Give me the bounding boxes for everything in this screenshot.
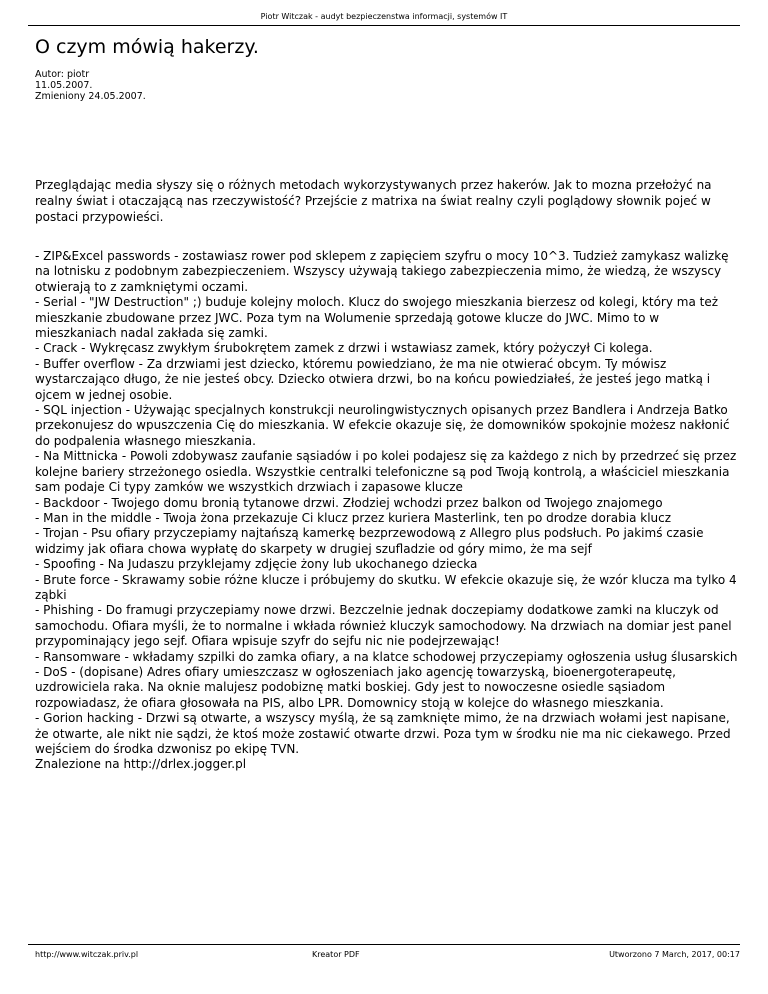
glossary-item: - Backdoor - Twojego domu bronią tytanowe drzwi. Złodziej wchodzi przez balkon od Twojego znajomego [35,495,663,510]
glossary-item: - Spoofing - Na Judaszu przyklejamy zdjęcie żony lub ukochanego dziecka [35,557,478,572]
glossary-item: - Ransomware - wkładamy szpilki do zamka ofiary, a na klatce schodowej przyczepiamy ogłoszenia usług ślusarskich [35,649,738,664]
article-intro: Przeglądając media słyszy się o różnych metodach wykorzystywanych przez hakerów. Jak to mozna przełożyć na realny świat i otaczającą nas rzeczywistość? Przejście z matrixa na świat realny czyli poglądowy słownik pojeć w postaci przypowieści. [35,178,712,224]
glossary-item: - Gorion hacking - Drzwi są otwarte, a wszyscy myślą, że są zamknięte mimo, że na drzwiach wołami jest napisane, że otwarte, ale nikt nie sądzi, że ktoś może zostawić otwarte drzwi. Poza tym w środku nie ma nic ciekawego. Przed wejściem do środka dzwonisz po ekipę TVN. [35,711,731,756]
glossary-item: - Man in the middle - Twoja żona przekazuje Ci klucz przez kuriera Masterlink, ten po drodze dorabia klucz [35,510,672,525]
footer-generator: Kreator PDF [312,950,360,959]
modified-date: Zmieniony 24.05.2007. [35,91,146,102]
article-title: O czym mówią hakerzy. [35,36,259,58]
glossary-item: - Phishing - Do framugi przyczepiamy nowe drzwi. Bezczelnie jednak doczepiamy dodatkowe zamki na kluczyk od samochodu. Ofiara myśli, że to normalne i wkłada również kluczyk samochodowy. Na drzwiach na domiar jest panel przypominający jego sejf. Ofiara wpisuje szyfr do sejfu nic nie podejrzewając! [35,603,732,649]
source-line: Znalezione na http://drlex.jogger.pl [35,757,247,772]
glossary-item: - DoS - (dopisane) Adres ofiary umieszczasz w ogłoszeniach jako agencję towarzyską, bioenergoterapeutę, uzdrowiciela raka. Na oknie malujesz podobiznę matki boskiej. Gdy jest to nowoczesne osiedle sąsiadom rozpowiadasz, że ofiara głosowała na PIS, albo LPR. Domownicy stoją w kolejce do własnego mieszkania. [35,664,676,710]
author-line: Autor: piotr [35,69,90,80]
footer-created: Utworzono 7 March, 2017, 00:17 [609,950,740,959]
glossary-item: - ZIP&Excel passwords - zostawiasz rower pod sklepem z zapięciem szyfru o mocy 10^3. Tudzież zamykasz walizkę na lotnisku z podobnym zabezpieczeniem. Wszyscy używają takiego zabezpieczenia mimo, że wiedzą, że wszyscy otwierają to z zamkniętymi oczami. [35,249,729,294]
glossary-item: - Buffer overflow - Za drzwiami jest dziecko, któremu powiedziano, że ma nie otwierać obcym. Ty mówisz wystarczająco długo, że nie jesteś obcy. Dziecko otwiera drzwi, bo na końcu powiedziałeś, że jesteś jego matką i ojcem w jednej osobie. [35,356,711,402]
glossary-item: - Brute force - Skrawamy sobie różne klucze i próbujemy do skutku. W efekcie okazuje się, że wzór klucza ma tylko 4 ząbki [35,572,737,602]
footer-url[interactable]: http://www.witczak.priv.pl [35,950,139,959]
publish-date: 11.05.2007. [35,80,93,91]
glossary-item: - Trojan - Psu ofiary przyczepiamy najtańszą kamerkę bezprzewodową z Allegro plus podsłuch. Po jakimś czasie widzimy jak ofiara chowa wypłatę do skarpety w drugiej szufladzie od góry mimo, że ma sejf [35,526,704,556]
header-divider [28,25,740,26]
glossary-list [35,249,740,773]
page-header: Piotr Witczak - audyt bezpieczenstwa informacji, systemów IT [260,12,508,21]
footer-divider [28,944,740,945]
article-meta [35,69,146,102]
glossary-item: - Crack - Wykręcasz zwykłym śrubokrętem zamek z drzwi i wstawiasz zamek, który pożyczył Ci kolega. [35,341,653,356]
glossary-item: - Na Mittnicka - Powoli zdobywasz zaufanie sąsiadów i po kolei podajesz się za każdego z nich by przedrzeć się przez kolejne bariery strzeżonego osiedla. Wszystkie centralki telefoniczne są pod Twoją kontrolą, a właściciel mieszkania sam podaje Ci typy zamków we wszystkich drzwiach i zapasowe klucze [35,449,737,495]
glossary-item: - Serial - "JW Destruction" ;) buduje kolejny moloch. Klucz do swojego mieszkania bierzesz od kolegi, który ma też mieszkanie zbudowane przez JWC. Poza tym na Wolumenie sprzedają gotowe klucze do JWC. Mimo to w mieszkaniach nadal zakłada się zamki. [35,295,719,341]
glossary-item: - SQL injection - Używając specjalnych konstrukcji neurolingwistycznych opisanych przez Bandlera i Andrzeja Batko przekonujesz do wpuszczenia Cię do mieszkania. W efekcie okazuje się, że domowników spokojnie możesz nakłonić do podpalenia własnego mieszkania. [35,403,730,448]
